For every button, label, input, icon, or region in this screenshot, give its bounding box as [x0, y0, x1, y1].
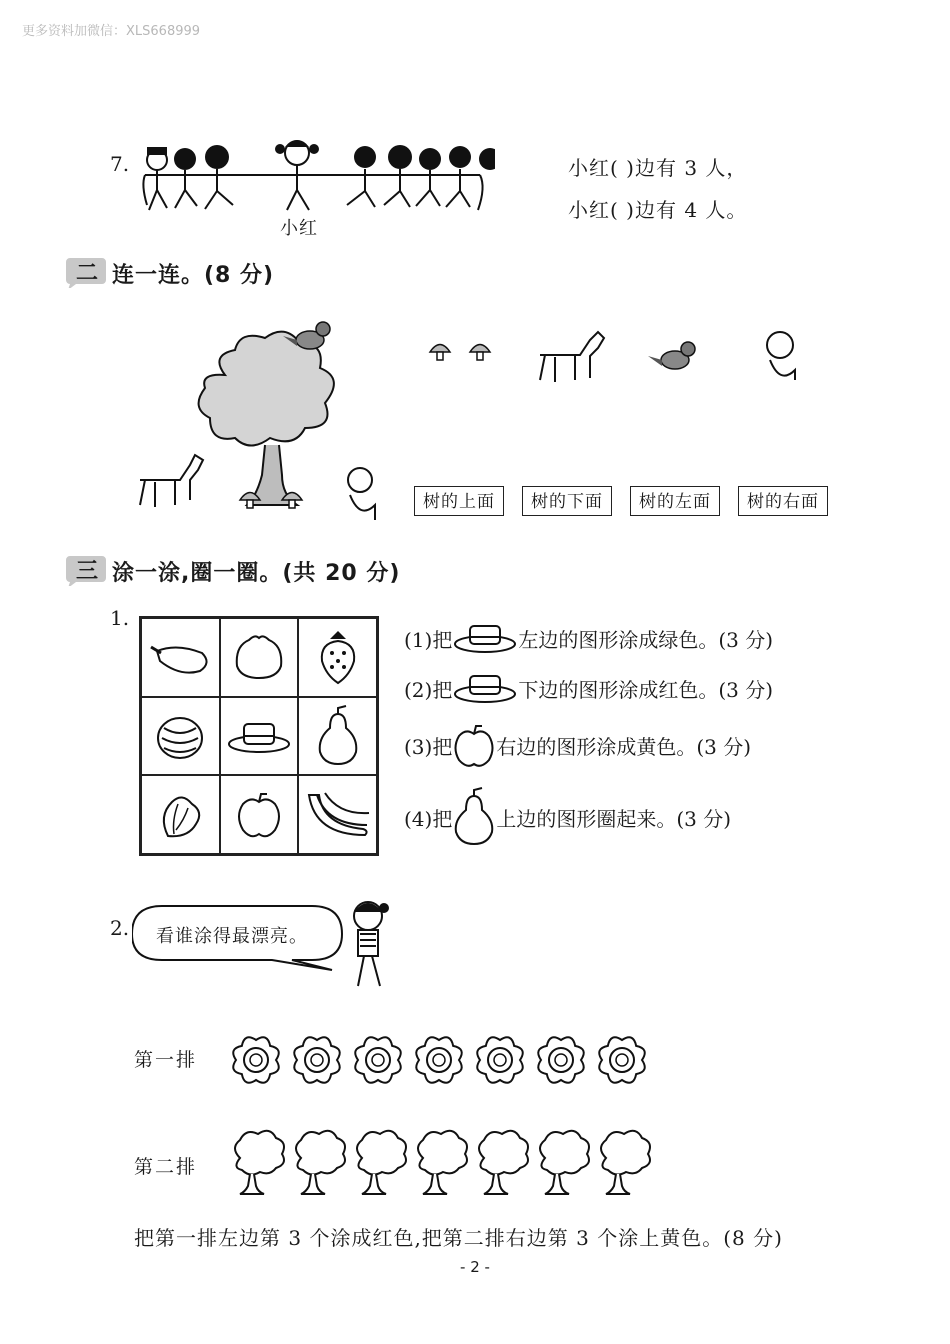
- cabbage-icon: [154, 788, 206, 842]
- small-tree-icon: [235, 1131, 284, 1194]
- tug-of-war-illustration: [135, 135, 495, 220]
- instruction-2: [404, 672, 773, 704]
- xiaohong-label: 小红: [280, 218, 318, 239]
- grid-cell-hat: [220, 697, 299, 776]
- question-number-7: 7.: [110, 152, 130, 176]
- instruction-suffix: 下边的图形涂成红色。(3 分): [518, 677, 774, 702]
- small-tree-icon: [296, 1131, 345, 1194]
- strawberry-icon: [318, 629, 358, 685]
- grid-cell-pear: [298, 697, 377, 776]
- grid-cell-watermelon: [141, 697, 220, 776]
- tree-scene: [125, 315, 395, 525]
- question-number-2: 2.: [110, 916, 130, 940]
- apple-icon: [235, 790, 283, 840]
- grid-cell-apple: [220, 775, 299, 854]
- instruction-suffix: 上边的图形圈起来。(3 分): [496, 806, 732, 831]
- hat-icon: [452, 622, 518, 654]
- section-3-title: 涂一涂,圈一圈。(共 20 分): [112, 561, 401, 586]
- q7-line-1: 小红( )边有 3 人，: [568, 156, 748, 180]
- grid-cell-banana: [298, 775, 377, 854]
- instruction-prefix: (1)把: [404, 627, 453, 652]
- tree-row: [226, 1128, 656, 1196]
- pear-icon: [452, 786, 496, 848]
- flower-icon: [538, 1037, 584, 1083]
- grid-cell-strawberry: [298, 618, 377, 697]
- instruction-prefix: (3)把: [404, 734, 453, 759]
- monkey-icon: [348, 468, 375, 520]
- tree-icon: [199, 332, 334, 505]
- flower-icon: [416, 1037, 462, 1083]
- animals-row: [425, 320, 825, 390]
- hat-icon: [452, 672, 518, 704]
- flower-row: [226, 1030, 656, 1090]
- small-tree-icon: [540, 1131, 589, 1194]
- hat-icon: [226, 716, 292, 756]
- apple-icon: [452, 722, 496, 768]
- section-3-badge: 三: [76, 559, 99, 584]
- label-box-below: 树的下面: [522, 486, 612, 516]
- mushroom-icon: [430, 345, 490, 361]
- question-number-1: 1.: [110, 606, 130, 630]
- flower-icon: [355, 1037, 401, 1083]
- section-2-badge: 二: [76, 261, 99, 286]
- row-1-label: 第一排: [134, 1049, 198, 1071]
- final-instruction: 把第一排左边第 3 个涂成红色,把第二排右边第 3 个涂上黄色。(8 分): [134, 1226, 783, 1250]
- grid-cell-eggplant: [141, 618, 220, 697]
- flower-icon: [233, 1037, 279, 1083]
- speech-text: 看谁涂得最漂亮。: [156, 926, 308, 947]
- small-tree-icon: [601, 1131, 650, 1194]
- banana-icon: [303, 785, 373, 845]
- instruction-1: [404, 622, 773, 654]
- bird-icon: [648, 342, 695, 369]
- label-box-right: 树的右面: [738, 486, 828, 516]
- peach-icon: [231, 632, 287, 682]
- watermark: 更多资料加微信：XLS668999: [22, 24, 201, 39]
- label-box-left: 树的左面: [630, 486, 720, 516]
- girl-illustration: [338, 896, 398, 996]
- eggplant-icon: [147, 637, 213, 677]
- small-tree-icon: [357, 1131, 406, 1194]
- page-number: - 2 -: [460, 1258, 490, 1276]
- instruction-suffix: 左边的图形涂成绿色。(3 分): [518, 627, 774, 652]
- watermelon-icon: [150, 708, 210, 764]
- flower-icon: [294, 1037, 340, 1083]
- instruction-3: [404, 722, 751, 768]
- goat-icon: [140, 455, 203, 507]
- goat-icon: [540, 332, 604, 382]
- row-2-label: 第二排: [134, 1156, 198, 1178]
- section-2-title: 连一连。(8 分): [112, 263, 275, 288]
- instruction-suffix: 右边的图形涂成黄色。(3 分): [496, 734, 752, 759]
- instruction-4: [404, 786, 731, 848]
- small-tree-icon: [479, 1131, 528, 1194]
- pear-icon: [316, 704, 360, 768]
- instruction-prefix: (2)把: [404, 677, 453, 702]
- label-box-above: 树的上面: [414, 486, 504, 516]
- monkey-icon: [767, 332, 795, 380]
- small-tree-icon: [418, 1131, 467, 1194]
- flower-icon: [477, 1037, 523, 1083]
- flower-icon: [599, 1037, 645, 1083]
- instruction-prefix: (4)把: [404, 806, 453, 831]
- q7-line-2: 小红( )边有 4 人。: [568, 198, 748, 222]
- grid-cell-peach: [220, 618, 299, 697]
- picture-grid: [139, 616, 379, 856]
- grid-cell-cabbage: [141, 775, 220, 854]
